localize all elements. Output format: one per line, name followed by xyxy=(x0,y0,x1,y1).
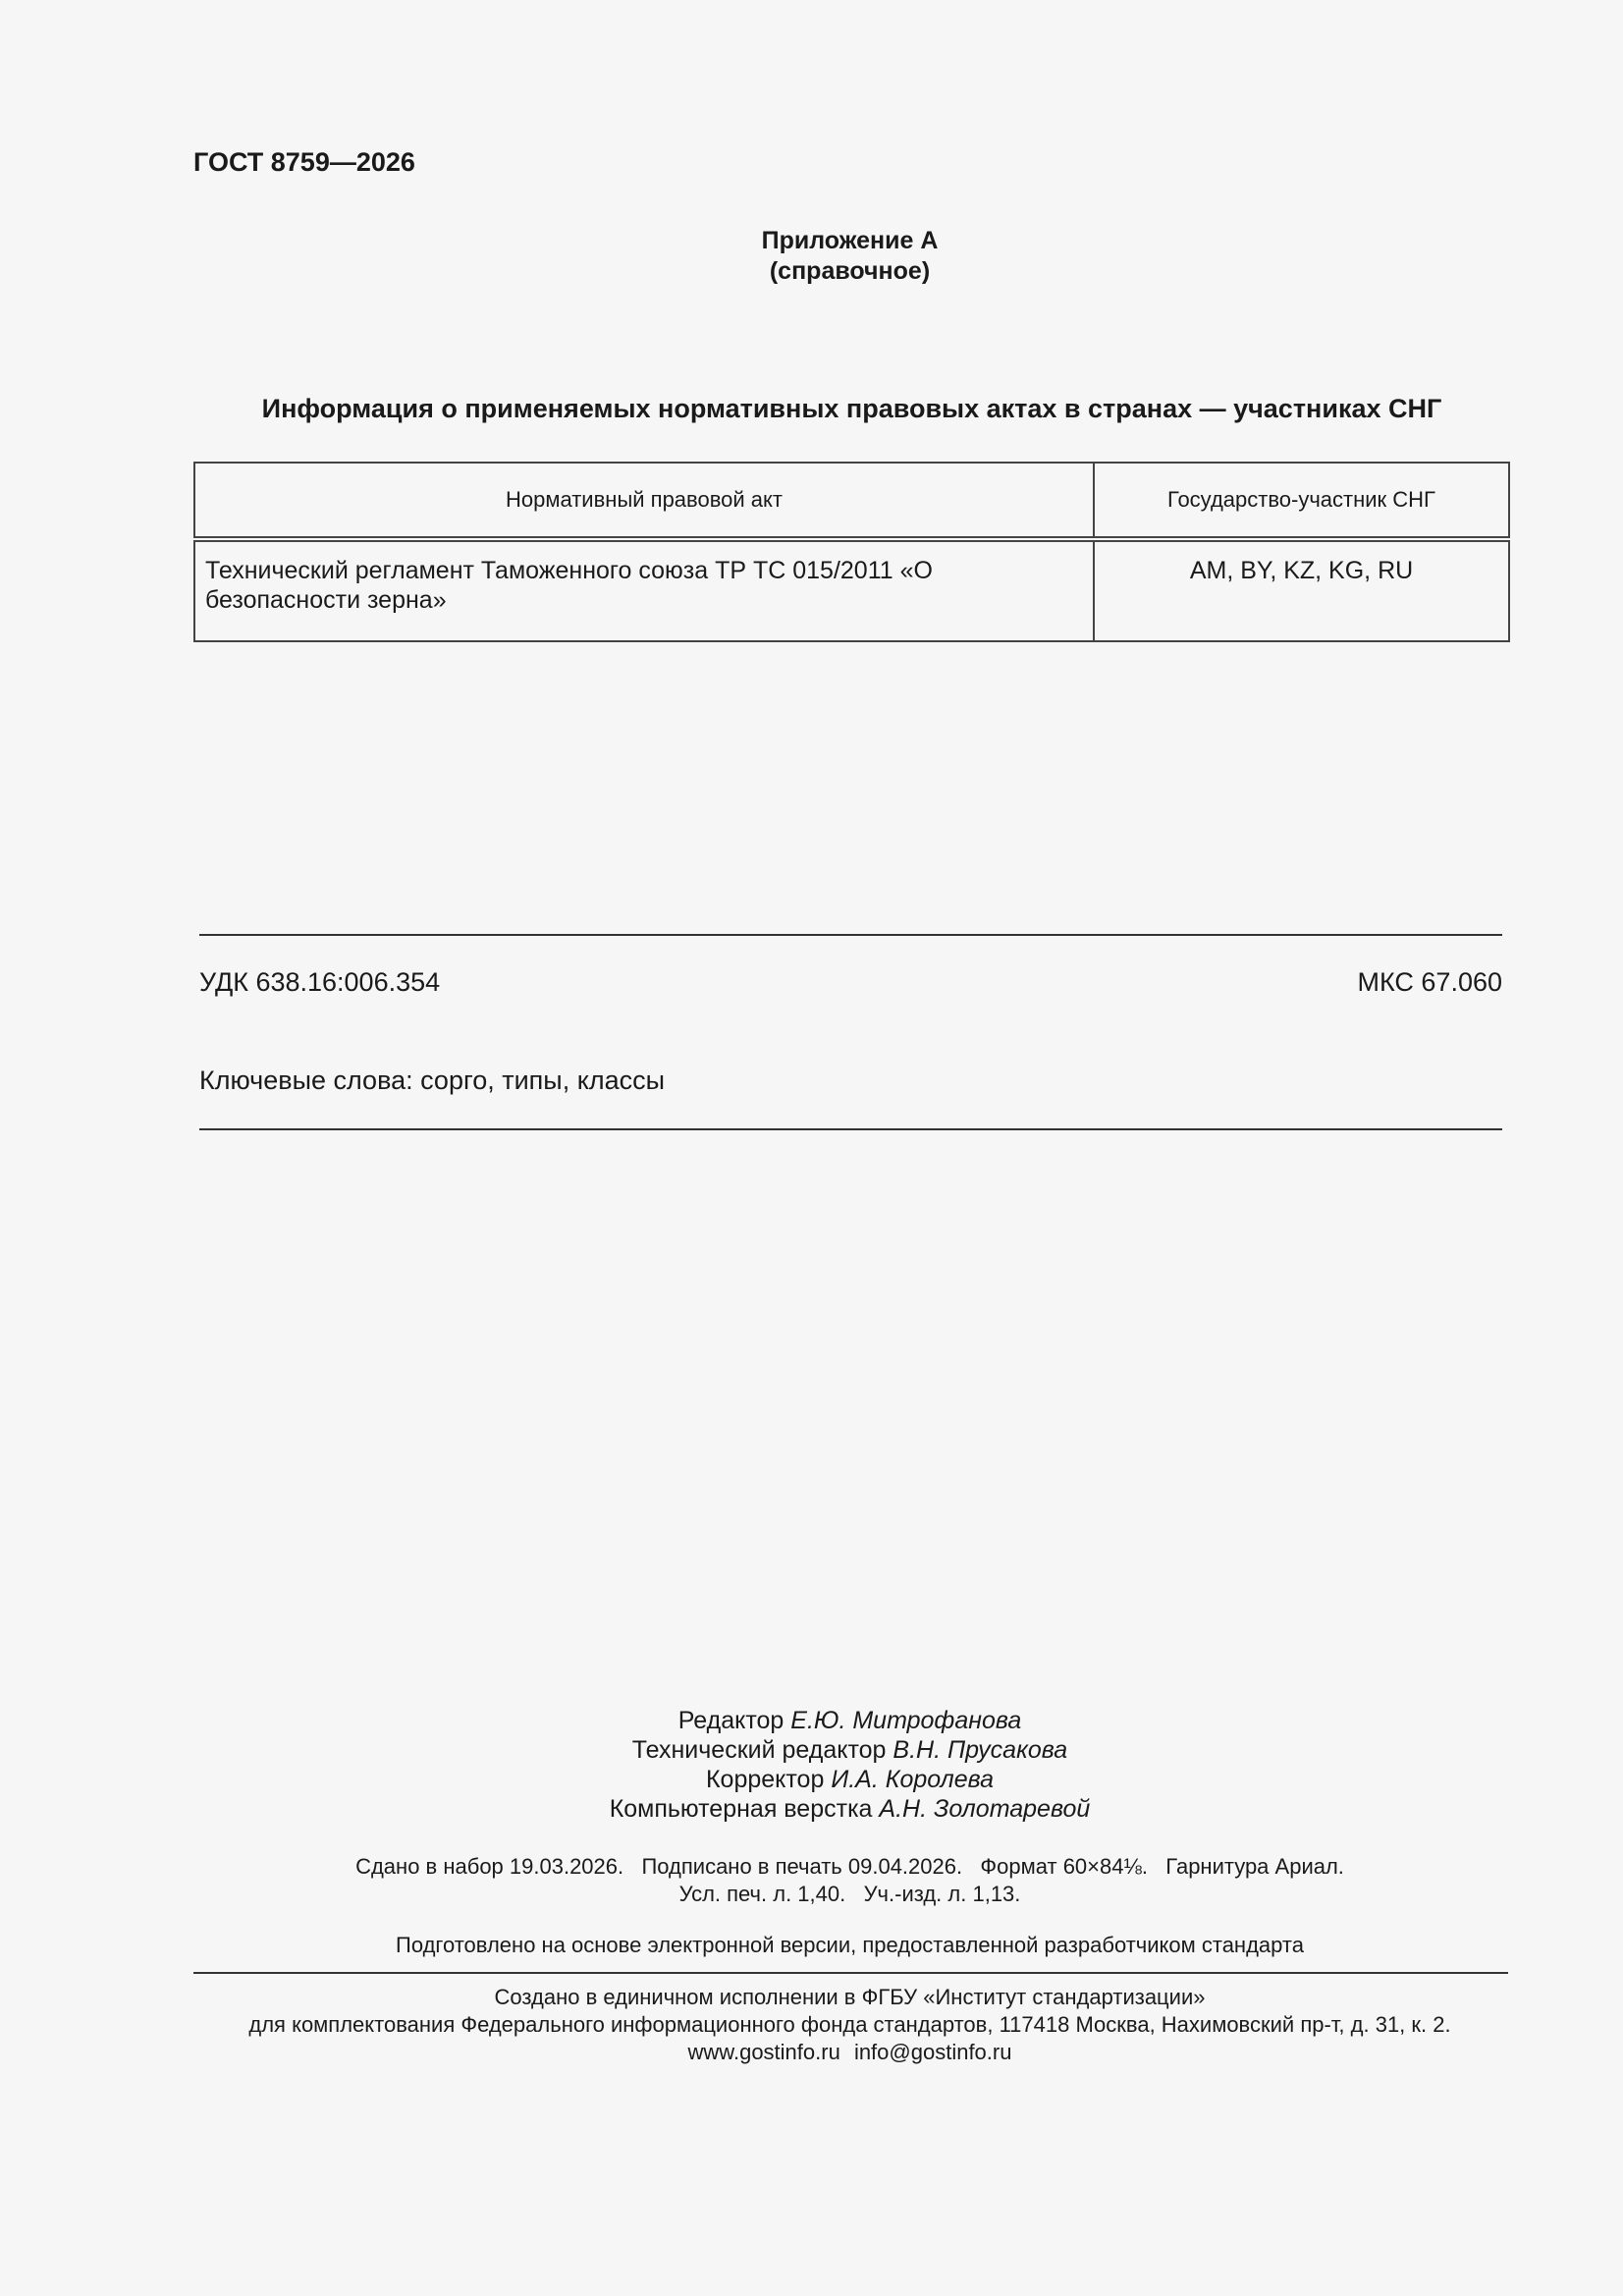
credit-editor: Редактор Е.Ю. Митрофанова xyxy=(677,1707,1022,1734)
annex-type: (справочное) xyxy=(769,257,931,285)
column-header-state: Государство-участник СНГ xyxy=(1094,463,1509,539)
udk-code: УДК 638.16:006.354 xyxy=(199,967,441,997)
keywords: Ключевые слова: сорго, типы, классы xyxy=(199,1066,666,1095)
divider-bottom xyxy=(199,1128,1502,1130)
table-header-row xyxy=(194,463,1509,539)
publisher-line2: для комплектования Федерального информационного фонда стандартов, 117418 Москва, Нахимовский пр-т, д. 31, к. 2. xyxy=(248,2012,1451,2037)
mks-code: МКС 67.060 xyxy=(1357,967,1502,997)
print-info-line1: Сдано в набор 19.03.2026. Подписано в печать 09.04.2026. Формат 60×84⅛. Гарнитура Ариал. xyxy=(355,1854,1344,1879)
email-link[interactable]: info@gostinfo.ru xyxy=(853,2040,1012,2064)
act-cell: Технический регламент Таможенного союза ТР ТС 015/2011 «О безопасности зерна» xyxy=(194,539,1094,641)
print-info-line2: Усл. печ. л. 1,40. Уч.-изд. л. 1,13. xyxy=(678,1882,1021,1906)
column-header-act: Нормативный правовой акт xyxy=(194,463,1094,539)
divider-footer xyxy=(193,1972,1508,1974)
credit-technical-editor: Технический редактор В.Н. Прусакова xyxy=(631,1736,1068,1764)
table-row xyxy=(194,539,1509,641)
credit-proofreader: Корректор И.А. Королева xyxy=(705,1766,995,1793)
annex-heading xyxy=(0,226,1623,287)
section-title: Информация о применяемых нормативных правовых актах в странах — участниках СНГ xyxy=(261,394,1442,423)
regulatory-acts-table xyxy=(193,462,1510,642)
publisher-block xyxy=(0,1984,1623,2066)
publisher-line1: Создано в единичном исполнении в ФГБУ «Институт стандартизации» xyxy=(494,1985,1206,2009)
credit-layout: Компьютерная верстка А.Н. Золотаревой xyxy=(609,1795,1091,1823)
publisher-contacts xyxy=(0,2039,1623,2066)
website-link[interactable]: www.gostinfo.ru xyxy=(687,2040,840,2064)
credits-block xyxy=(0,1706,1623,1824)
state-cell: AM, BY, KZ, KG, RU xyxy=(1094,539,1509,641)
divider-top xyxy=(199,934,1502,936)
document-code: ГОСТ 8759—2026 xyxy=(193,147,415,177)
annex-title: Приложение А xyxy=(761,227,939,254)
prepared-note: Подготовлено на основе электронной версии, предоставленной разработчиком стандарта xyxy=(396,1933,1304,1957)
print-info xyxy=(0,1853,1623,1908)
